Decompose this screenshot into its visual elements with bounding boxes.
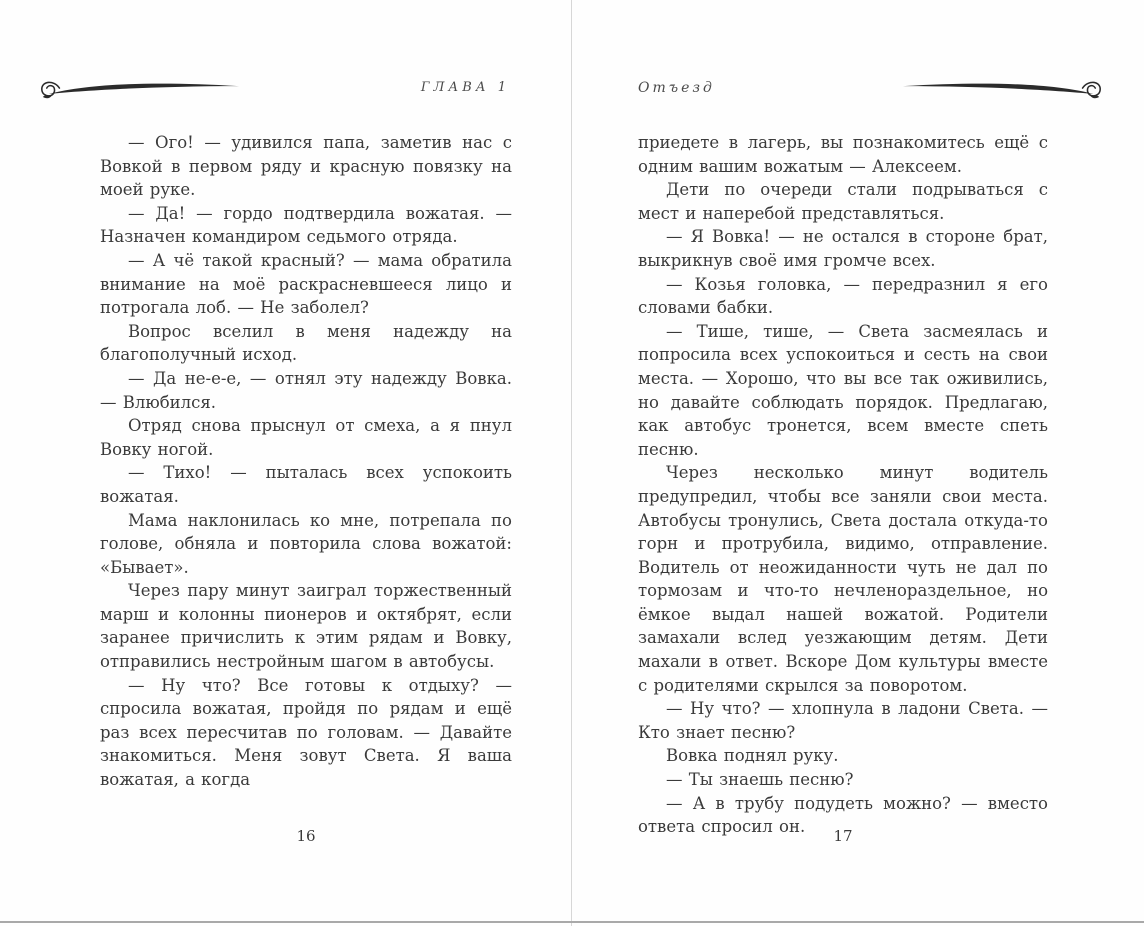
page-text-right (638, 131, 1048, 839)
page-right (572, 0, 1144, 926)
paragraph: Отряд снова прыснул от смеха, а я пнул Вовку ногой. (100, 416, 512, 459)
paragraph: Через несколько минут водитель предупредил, чтобы все заняли свои места. Автобусы тронулись, Света достала откуда-то горн и протрубила, видимо, отправление. Водитель от неожиданности чуть не дал по тормозам и что-то нечленораздельное, но ёмкое выдал нашей вожатой. Родители замахали вслед уезжающим детям. Дети махали в ответ. Вскоре Дом культуры вместе с родителями скрылся за поворотом. (638, 463, 1048, 695)
paragraph: — Тише, тише, — Света засмеялась и попросила всех успокоиться и сесть на свои места. — Хорошо, что вы все так оживились, но давайте соблюдать порядок. Предлагаю, как автобус тронется, всем вместе спеть песню. (638, 321, 1048, 459)
page-number-right: 17 (833, 827, 853, 845)
paragraph: Через пару минут заиграл торжественный марш и колонны пионеров и октябрят, если заранее причислить к этим рядам и Вовку, отправились нестройным шагом в автобусы. (100, 581, 512, 672)
running-head-left: ГЛАВА 1 (420, 80, 510, 95)
paragraph: — Ты знаешь песню? (666, 770, 854, 790)
paragraph: Вовка поднял руку. (666, 746, 839, 766)
paragraph: — А в трубу подудеть можно? — вместо ответа спросил он. (638, 793, 1048, 837)
flourish-ornament-icon (36, 76, 241, 106)
paragraph: Дети по очереди стали подрываться с мест и наперебой представляться. (638, 180, 1048, 223)
running-head-right: Отъезд (638, 80, 715, 96)
paragraph: — Ну что? Все готовы к отдыху? — спросила вожатая, пройдя по рядам и ещё раз всех пересчитав по головам. — Давайте знакомиться. Меня зовут Света. Я ваша вожатая, а когда (100, 675, 512, 790)
page-header-left (0, 74, 572, 108)
page-number-left: 16 (296, 827, 316, 845)
page-header-right (572, 74, 1144, 108)
paragraph: — Я Вовка! — не остался в стороне брат, выкрикнув своё имя громче всех. (638, 227, 1048, 270)
paragraph: — Ну что? — хлопнула в ладони Света. — Кто знает песню? (638, 699, 1048, 742)
paragraph: приедете в лагерь, вы познакомитесь ещё с одним вашим вожатым — Алексеем. (638, 133, 1048, 176)
page-text-left (100, 131, 512, 792)
page-gutter-divider (571, 0, 572, 926)
bottom-rule (0, 921, 1144, 923)
paragraph: Мама наклонилась ко мне, потрепала по голове, обняла и повторила слова вожатой: «Бывает». (100, 510, 512, 577)
flourish-ornament-icon (901, 76, 1106, 106)
paragraph: — Ого! — удивился папа, заметив нас с Вовкой в первом ряду и красную повязку на моей руке. (100, 133, 512, 200)
paragraph: — Да не-е-е, — отнял эту надежду Вовка. — Влюбился. (100, 368, 512, 412)
paragraph: — Да! — гордо подтвердила вожатая. — Назначен командиром седьмого отряда. (100, 203, 512, 247)
paragraph: — Тихо! — пыталась всех успокоить вожатая. (100, 463, 512, 506)
paragraph: Вопрос вселил в меня надежду на благополучный исход. (100, 321, 512, 365)
paragraph: — А чё такой красный? — мама обратила внимание на моё раскрасневшееся лицо и потрогала лоб. — Не заболел? (100, 250, 512, 318)
paragraph: — Козья головка, — передразнил я его словами бабки. (638, 274, 1048, 318)
